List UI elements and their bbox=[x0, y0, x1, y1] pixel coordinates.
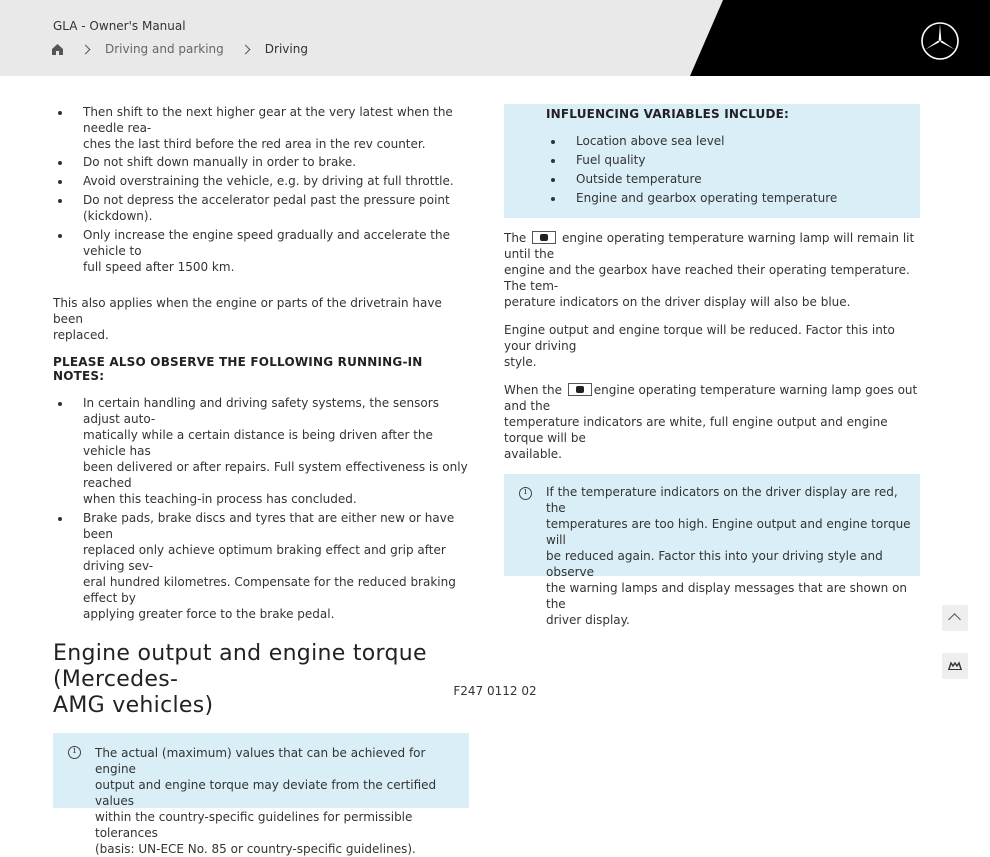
figure-code: F247 0112 02 bbox=[453, 684, 537, 698]
running-in-notes-heading: PLEASE ALSO OBSERVE THE FOLLOWING RUNNING-IN NOTES: bbox=[53, 355, 423, 383]
running-in-notes-list bbox=[53, 395, 471, 622]
engine-temperature-warning-lamp-icon bbox=[568, 383, 592, 396]
shift-advice-list bbox=[53, 104, 471, 275]
right-column bbox=[504, 104, 920, 627]
list-item: Then shift to the next higher gear at the very latest when the needle rea- ches the last third before the red area in the rev counter. bbox=[53, 104, 471, 152]
scroll-top-button[interactable] bbox=[942, 605, 968, 631]
chevron-right-icon bbox=[240, 44, 250, 54]
breadcrumb-driving: Driving bbox=[264, 42, 308, 56]
info-box-tolerances: i The actual (maximum) values that can be achieved for engine output and engine torque may deviate from the certified values within the country-specific guidelines for permissible tolerances (basis: UN-ECE No. 85 or country-specific guidelines). bbox=[53, 733, 469, 808]
applies-paragraph: This also applies when the engine or parts of the drivetrain have been replaced. bbox=[53, 296, 442, 342]
influencing-variables-box bbox=[504, 104, 920, 218]
section-title: Engine output and engine torque (Mercedes- AMG vehicles) bbox=[53, 641, 427, 718]
mercedes-benz-brand-icon bbox=[942, 653, 968, 679]
page-header bbox=[0, 0, 990, 76]
output-reduced-paragraph: Engine output and engine torque will be reduced. Factor this into your driving style. bbox=[504, 323, 895, 369]
list-item: Only increase the engine speed gradually and accelerate the vehicle to full speed after 1500 km. bbox=[53, 227, 471, 275]
list-item: In certain handling and driving safety systems, the sensors adjust auto- matically while a certain distance is being driven after the vehicle has been delivered or after repairs. Full system effectiveness is only reached when this teaching-in process has concluded. bbox=[53, 395, 471, 507]
list-item: Do not depress the accelerator pedal past the pressure point (kickdown). bbox=[53, 192, 471, 224]
mercedes-star-logo[interactable] bbox=[920, 21, 960, 61]
info-icon bbox=[68, 746, 81, 759]
manual-title: GLA - Owner's Manual bbox=[53, 19, 186, 33]
list-item: Engine and gearbox operating temperature bbox=[546, 190, 920, 206]
influencing-variables-heading: INFLUENCING VARIABLES INCLUDE: bbox=[546, 107, 790, 121]
breadcrumb-driving-and-parking[interactable]: Driving and parking bbox=[105, 42, 224, 56]
info-box-temperature: i If the temperature indicators on the driver display are red, the temperatures are too high. Engine output and engine torque will be reduced again. Factor this into your driving style and observe the warning lamps and display messages that are shown on the driver display. bbox=[504, 474, 920, 576]
list-item: Brake pads, brake discs and tyres that are either new or have been replaced only achieve optimum braking effect and grip after driving sev- eral hundred kilometres. Compensate for the reduced braking effect by applying greater force to the brake pedal. bbox=[53, 510, 471, 622]
list-item: Do not shift down manually in order to brake. bbox=[53, 154, 471, 170]
list-item: Outside temperature bbox=[546, 171, 920, 187]
engine-temperature-warning-lamp-icon bbox=[532, 231, 556, 244]
influencing-variables-list bbox=[546, 133, 920, 206]
info-icon bbox=[519, 487, 532, 500]
list-item: Fuel quality bbox=[546, 152, 920, 168]
home-icon[interactable] bbox=[51, 43, 64, 56]
list-item: Location above sea level bbox=[546, 133, 920, 149]
warning-lamp-paragraph: The engine operating temperature warning lamp will remain lit until the engine and the gearbox have reached their operating temperature. The tem- perature indicators on the driver display will also be blue. bbox=[504, 231, 915, 309]
list-item: Avoid overstraining the vehicle, e.g. by driving at full throttle. bbox=[53, 173, 471, 189]
chevron-right-icon bbox=[81, 44, 91, 54]
left-column bbox=[53, 104, 471, 856]
brand-button[interactable] bbox=[942, 653, 968, 679]
breadcrumb bbox=[51, 42, 308, 56]
lamp-goes-out-paragraph: When the engine operating temperature warning lamp goes out and the temperature indicators are white, full engine output and engine torque will be available. bbox=[504, 383, 918, 461]
